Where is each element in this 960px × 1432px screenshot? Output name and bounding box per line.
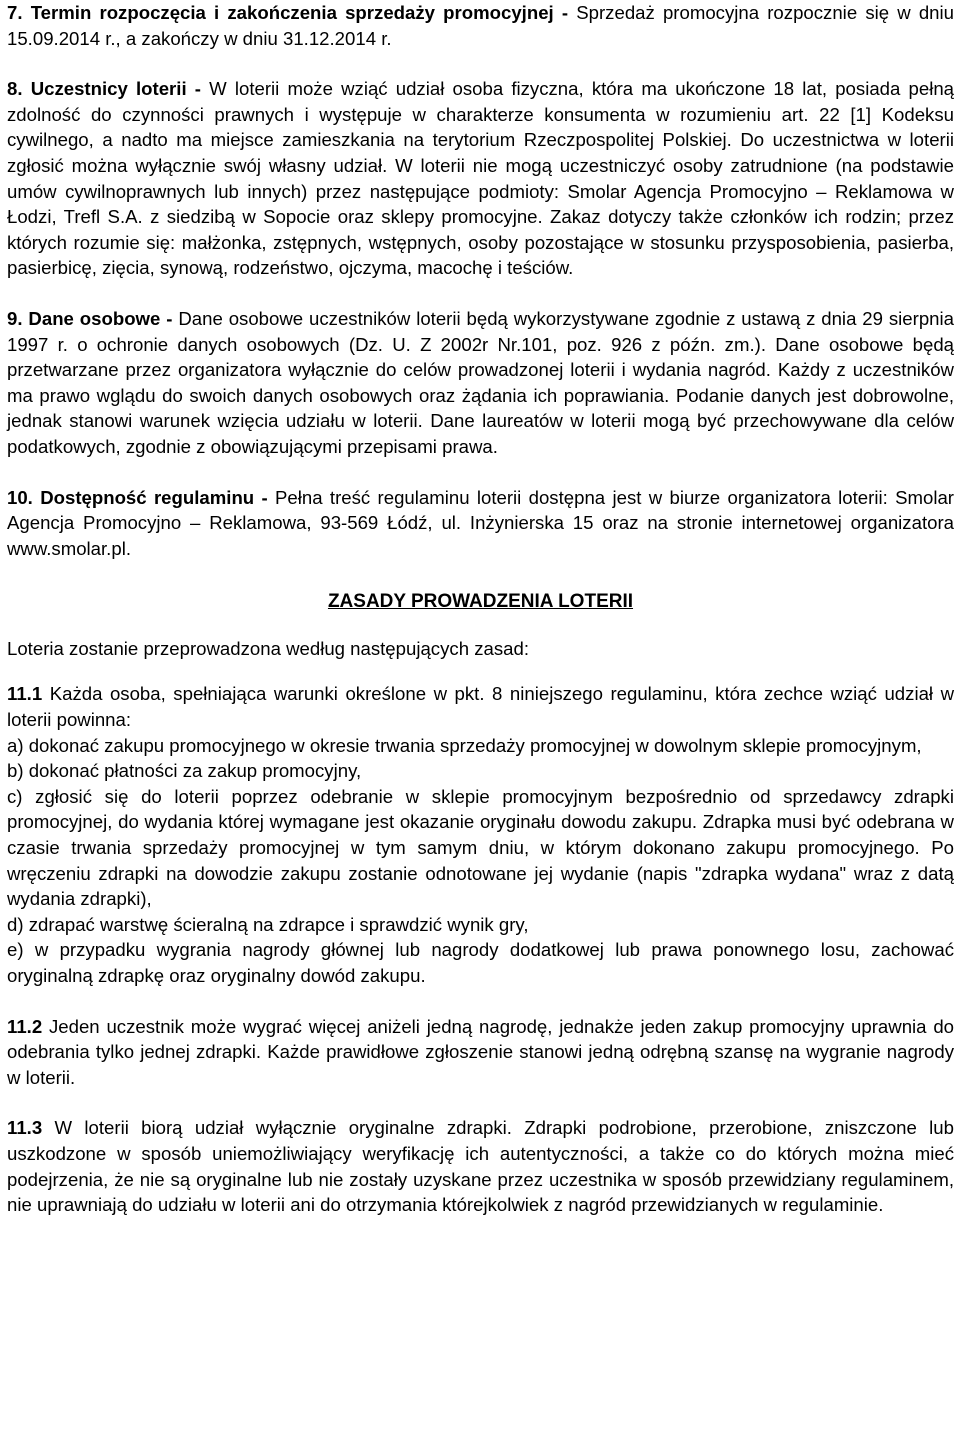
- rule-11-1: [7, 681, 954, 732]
- rules-intro: Loteria zostanie przeprowadzona według następujących zasad:: [7, 637, 529, 659]
- rule-11-1-item-c: c) zgłosić się do loterii poprzez odebranie w sklepie promocyjnym bezpośrednio od sprzedawcy zdrapki promocyjnej, do wydania której wymagane jest okazanie oryginału dowodu zakupu. Zdrapka musi być odebrana w czasie trwania sprzedaży promocyjnej w tym samym dniu, w którym dokonano zakupu promocyjnego. Po wręczeniu zdrapki na dowodzie zakupu zostanie odnotowane jej wydanie (napis "zdrapka wydana" wraz z datą wydania zdrapki),: [7, 785, 954, 910]
- section-10-text: Pełna treść regulaminu loterii dostępna jest w biurze organizatora loterii: Smolar Agencja Promocyjno – Reklamowa, 93-569 Łódź, ul. Inżynierska 15 oraz na stronie internetowej organizatora www.smolar.pl.: [7, 486, 954, 559]
- rule-11-1-item-d: d) zdrapać warstwę ścieralną na zdrapce i sprawdzić wynik gry,: [7, 913, 529, 935]
- section-9: [7, 306, 954, 460]
- section-7-number: 7.: [7, 2, 23, 23]
- rule-11-1-number: 11.1: [7, 683, 43, 705]
- rule-11-1-item-a: a) dokonać zakupu promocyjnego w okresie trwania sprzedaży promocyjnej w dowolnym sklepie promocyjnym,: [7, 734, 922, 756]
- section-8-separator: -: [186, 78, 210, 100]
- section-9-text: Dane osobowe uczestników loterii będą wykorzystywane zgodnie z ustawą z dnia 29 sierpnia 1997 r. o ochronie danych osobowych (Dz. U. Z 2002r Nr.101, poz. 926 z późn. zm.). Dane osobowe będą przetwarzane przez organizatora wyłącznie do celów prowadzonej loterii i wydania nagród. Każdy z uczestników ma prawo wglądu do swoich danych osobowych oraz żądania ich poprawiania. Podanie danych jest dobrowolne, jednak stanowi warunek wzięcia udziału w loterii. Dane laureatów w loterii mogą być przechowywane dla celów podatkowych, zgodnie z obowiązującymi przepisami prawa.: [7, 307, 954, 457]
- rule-11-2-number: 11.2: [7, 1015, 43, 1037]
- section-10-number: 10.: [7, 486, 33, 508]
- rule-11-1-item-b: b) dokonać płatności za zakup promocyjny,: [7, 760, 362, 782]
- section-10: [7, 485, 954, 562]
- rule-11-1-text: Każda osoba, spełniająca warunki określone w pkt. 8 niniejszego regulaminu, która zechce wziąć udział w loterii powinna:: [7, 683, 954, 731]
- section-8-text: W loterii może wziąć udział osoba fizyczna, która ma ukończone 18 lat, posiada pełną zdolność do czynności prawnych i występuje w charakterze konsumenta w rozumieniu art. 22 [1] Kodeksu cywilnego, a nadto ma miejsce zamieszkania na terytorium Rzeczpospolitej Polskiej. Do uczestnictwa w loterii zgłosić można wyłącznie swój własny udział. W loterii nie mogą uczestniczyć osoby zatrudnione (na podstawie umów cywilnoprawnych lub innych) przez następujące podmioty: Smolar Agencja Promocyjno – Reklamowa w Łodzi, Trefl S.A. z siedzibą w Sopocie oraz sklepy promocyjne. Zakaz dotyczy także członków ich rodzin; przez których rozumie się: małżonka, zstępnych, wstępnych, osoby pozostające w stosunku przysposobienia, pasierba, pasierbicę, zięcia, synową, rodzeństwo, ojczyma, macochę i teściów.: [7, 78, 955, 279]
- section-8-heading: Uczestnicy loterii: [30, 78, 187, 100]
- section-10-separator: -: [254, 486, 276, 508]
- rule-11-2-text: Jeden uczestnik może wygrać więcej aniżeli jedną nagrodę, jednakże jeden zakup promocyjny uprawnia do odebrania tylko jednej zdrapki. Każde prawidłowe zgłoszenie stanowi jedną odrębną szansę na wygranie nagrody w loterii.: [7, 1015, 954, 1088]
- rule-11-2: [7, 1014, 954, 1091]
- section-10-heading: Dostępność regulaminu: [40, 486, 255, 508]
- rule-11-3: [7, 1115, 954, 1217]
- rule-11-3-text: W loterii biorą udział wyłącznie oryginalne zdrapki. Zdrapki podrobione, przerobione, zniszczone lub uszkodzone w sposób uniemożliwiający weryfikację ich autentyczności, a także co do których można mieć podejrzenia, że nie są oryginalne lub nie zostały uzyskane przez uczestnika w sposób przewidziany regulaminem, nie uprawniają do udziału w loterii ani do otrzymania którejkolwiek z nagród przewidzianych w regulaminie.: [7, 1117, 954, 1216]
- section-8-number: 8.: [7, 78, 23, 100]
- section-9-heading: Dane osobowe: [28, 307, 161, 329]
- rule-11-3-number: 11.3: [7, 1117, 43, 1139]
- section-8: [7, 76, 954, 281]
- rule-11-1-item-e: e) w przypadku wygrania nagrody głównej lub nagrody dodatkowej lub prawa ponownego losu, zachować oryginalną zdrapkę oraz oryginalny dowód zakupu.: [7, 939, 954, 986]
- section-7: [7, 0, 954, 51]
- section-9-separator: -: [160, 307, 179, 329]
- section-9-number: 9.: [7, 307, 23, 329]
- section-7-heading: Termin rozpoczęcia i zakończenia sprzedaży promocyjnej: [30, 2, 554, 23]
- section-7-separator: -: [553, 2, 577, 23]
- section-7-text: Sprzedaż promocyjna rozpocznie się w dniu 15.09.2014 r., a zakończy w dniu 31.12.2014 r.: [7, 2, 954, 49]
- rules-title: ZASADY PROWADZENIA LOTERII: [327, 591, 634, 613]
